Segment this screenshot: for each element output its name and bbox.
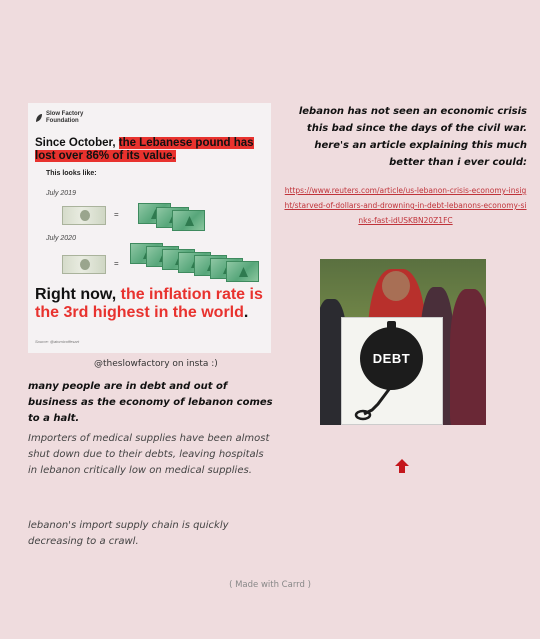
up-arrow-icon[interactable] [393, 457, 411, 475]
debt-sign [341, 317, 443, 425]
slow-factory-logo [35, 111, 83, 124]
equals-sign: = [114, 259, 119, 268]
reuters-article-link[interactable]: https://www.reuters.com/article/us-lebanon-crisis-economy-insight/starved-of-dollars-and-drowning-in-debt-lebanons-economy-sinks-fast-idUSKBN20Z1FC [284, 186, 527, 225]
inflation-statement [35, 286, 270, 322]
made-with-carrd-footer[interactable]: ( Made with Carrd ) [229, 580, 311, 590]
photo-face [382, 271, 410, 301]
year-2019-label: July 2019 [46, 190, 76, 197]
equals-sign: = [114, 210, 119, 219]
dollar-bill-image [62, 255, 106, 274]
lebanese-note-image [226, 261, 259, 282]
looks-like-label: This looks like: [46, 170, 97, 177]
brand-name: Slow Factory Foundation [46, 111, 84, 124]
debt-ball: DEBT [360, 327, 423, 390]
source-credit: Source: @atomicoffesart [35, 339, 80, 344]
headline-highlight: the Lebanese pound has lost over 86% of its value. [35, 137, 254, 162]
supply-chain-paragraph: lebanon's import supply chain is quickly decreasing to a crawl. [28, 520, 229, 547]
protest-photo [320, 259, 486, 425]
medical-supplies-paragraph: Importers of medical supplies have been almost shut down due to their debts, leaving hospitals in lebanon critically low on medical supplies. [28, 433, 270, 476]
year-2020-label: July 2020 [46, 235, 76, 242]
chain-icon [354, 386, 414, 422]
photo-person [450, 289, 486, 425]
leaf-icon [35, 113, 43, 123]
crisis-intro-paragraph: lebanon has not seen an economic crisis this bad since the days of the civil war. here's an article explaining this much better than i ever could: [298, 106, 527, 168]
inflation-end: . [243, 304, 249, 321]
debt-paragraph: many people are in debt and out of business as the economy of lebanon comes to a halt. [28, 381, 273, 424]
image-caption: @theslowfactory on insta :) [94, 359, 218, 369]
dollar-bill-image [62, 206, 106, 225]
infographic-headline [35, 137, 265, 163]
lebanese-note-image [172, 210, 205, 231]
headline-plain: Since October, [35, 137, 119, 149]
inflation-red: the inflation rate is the 3rd highest in the world [35, 286, 263, 321]
inflation-plain: Right now, [35, 286, 121, 303]
slow-factory-infographic [28, 103, 271, 353]
